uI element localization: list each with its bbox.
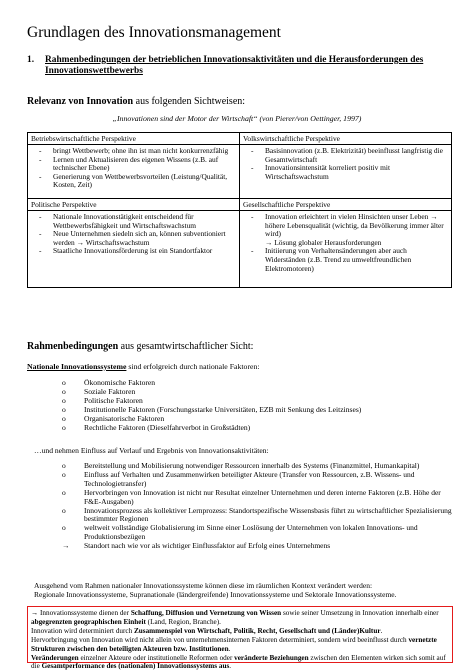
ausgehend-paragraph bbox=[34, 581, 454, 599]
ausgehend-line-2: Regionale Innovationssysteme, Supranationale (ländergreifende) Innovationssysteme und Sektorale Innovationssysteme. bbox=[34, 590, 397, 599]
national-bold: Nationale Innovationssysteme bbox=[27, 362, 127, 371]
list-item: - Innovationsintensität korreliert positiv mit Wirtschaftswachstum bbox=[251, 163, 391, 181]
list-item: o Bereitstellung und Mobilisierung notwendiger Ressourcen innerhalb des Systems (Finanzmittel, Humankapital) bbox=[62, 461, 420, 470]
header-volk: Volkswirtschaftliche Perspektive bbox=[240, 133, 452, 145]
list-item: - Lernen und Aktualisieren des eigenen Wissens (z.B. auf technischer Ebene) bbox=[39, 154, 219, 173]
cell-volk bbox=[240, 145, 452, 199]
section-number: 1. bbox=[27, 55, 35, 65]
list-item: o weltweit vollständige Globalisierung im Sinne einer Loslösung der Unternehmen von lokalen Innovations- und Produktionsbezügen bbox=[62, 523, 418, 542]
list-item: - Staatliche Innovationsförderung ist ein Standortfaktor bbox=[39, 246, 213, 256]
list-item: → Lösung globaler Herausforderungen bbox=[265, 237, 382, 247]
list-item: o Einfluss auf Verhalten und Zusammenwirken beteiligter Akteure (Transfer von Ressourcen, z.B. Wissens- und Technologietransfer) bbox=[62, 469, 415, 488]
highlight-para-3: Hervorbringung von Innovation wird nicht allein von unternehmensinternen Faktoren determiniert, sondern wird beeinflusst durch vernetzte Strukturen zwischen den beteiligten Akteuren bzw. Institutionen. bbox=[31, 635, 437, 653]
influence-intro: …und nehmen Einfluss auf Verlauf und Ergebnis von Innovationsaktivitäten: bbox=[34, 446, 269, 455]
relevanz-heading bbox=[27, 96, 245, 107]
cell-betrieb bbox=[28, 145, 240, 199]
quote: „Innovationen sind der Motor der Wirtschaft“ (von Pierer/von Oettinger, 1997) bbox=[112, 114, 362, 123]
page-title: Grundlagen des Innovationsmanagement bbox=[27, 24, 281, 41]
list-item: o Soziale Faktoren bbox=[62, 386, 136, 396]
rahmen-bold: Rahmenbedingungen bbox=[27, 341, 119, 352]
list-item: o Politische Faktoren bbox=[62, 395, 143, 405]
header-betrieb: Betriebswirtschaftliche Perspektive bbox=[28, 133, 240, 145]
relevanz-rest: aus folgenden Sichtweisen: bbox=[133, 96, 246, 107]
list-item: - Neue Unternehmen siedeln sich an, können subventioniert werden → Wirtschaftswachstum bbox=[39, 229, 226, 247]
national-systems-intro bbox=[27, 362, 260, 371]
highlight-para-4: Veränderungen einzelner Akteure oder institutionelle Reformen oder veränderte Beziehungen zwischen den Elementen wirken sich somit auf die Gesamtperformance des (nationalen) Innovationssystems aus. bbox=[31, 653, 446, 671]
list-item: o Innovationsprozess als kollektiver Lernprozess: Standortspezifische Wissensbasis führt zu wirtschaftlicher Spezialisierung bestimmter Regionen bbox=[62, 505, 452, 524]
cell-politik bbox=[28, 211, 240, 288]
ausgehend-line-1: Ausgehend vom Rahmen nationaler Innovationssysteme können diese im räumlichen Kontext verändert werden: bbox=[34, 581, 373, 590]
section-1-heading bbox=[27, 55, 457, 77]
relevanz-bold: Relevanz von Innovation bbox=[27, 96, 134, 107]
list-item: - Innovation erleichtert in vielen Hinsichten unser Leben → höhere Lebensqualität (wichtig, da Bevölkerung immer älter wird) bbox=[251, 212, 444, 239]
highlight-para-2: Innovation wird determiniert durch Zusammenspiel von Wirtschaft, Politik, Recht, Gesellschaft und (Länder)Kultur. bbox=[31, 626, 383, 635]
list-item: o Rechtliche Faktoren (Dieselfahrverbot in Großstädten) bbox=[62, 422, 251, 432]
list-item: o Organisatorische Faktoren bbox=[62, 413, 165, 423]
national-rest: sind erfolgreich durch nationale Faktoren: bbox=[126, 362, 260, 371]
list-item: - Generierung von Wettbewerbsvorteilen (Leistung/Qualität, Kosten, Zeit) bbox=[39, 171, 228, 190]
list-item: o Institutionelle Faktoren (Forschungsstarke Universitäten, EZB mit Senkung des Leitzinses) bbox=[62, 404, 362, 414]
list-item: - Nationale Innovationstätigkeit entscheidend für Wettbewerbsfähigkeit und Wirtschaftswachstum bbox=[39, 212, 197, 230]
rahmen-heading bbox=[27, 341, 253, 352]
factors-list bbox=[62, 379, 361, 432]
highlight-para-1: → Innovationssysteme dienen der Schaffung, Diffusion und Vernetzung von Wissen sowie seiner Umsetzung in Innovation innerhalb einer abgegrenzten geographischen Einheit (Land, Region, Branche). bbox=[31, 609, 439, 626]
cell-gesell bbox=[240, 211, 452, 288]
list-item: o Ökonomische Faktoren bbox=[62, 378, 156, 387]
section-heading-line-1: Rahmenbedingungen der betrieblichen Innovationsaktivitäten und die Herausforderungen des bbox=[45, 55, 424, 65]
list-item: → Standort nach wie vor als wichtiger Einflussfaktor auf Erfolg eines Unternehmens bbox=[62, 541, 331, 551]
section-heading-line-2: Innovationswettbewerbs bbox=[45, 66, 143, 76]
list-item: - Basisinnovation (z.B. Elektrizität) beeinflusst langfristig die Gesamtwirtschaft bbox=[251, 146, 443, 164]
header-gesell: Gesellschaftliche Perspektive bbox=[240, 199, 452, 211]
list-item: - bringt Wettbewerb; ohne ihn ist man nicht konkurrenzfähig bbox=[39, 146, 229, 155]
highlight-box bbox=[27, 606, 453, 671]
perspectives-table bbox=[27, 132, 452, 288]
header-politik: Politische Perspektive bbox=[28, 199, 240, 211]
list-item: - Initiierung von Verhaltensänderungen aber auch Widerständen (z.B. Trend zu umweltfreundlichen Elektromotoren) bbox=[251, 246, 412, 273]
list-item: o Hervorbringen von Innovation ist nicht nur Resultat einzelner Unternehmen und deren interne Faktoren (z.B. Höhe der F&E-Ausgaben) bbox=[62, 487, 441, 506]
influence-list bbox=[62, 462, 454, 551]
rahmen-rest: aus gesamtwirtschaftlicher Sicht: bbox=[118, 341, 254, 352]
